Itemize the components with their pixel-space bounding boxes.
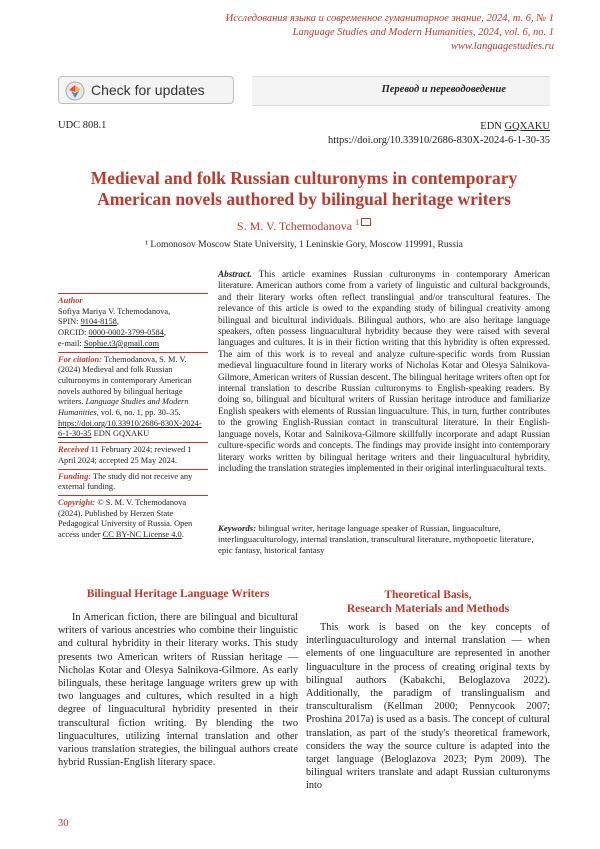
left-paragraph: In American fiction, there are bilingual and bicultural writers of various ancestries who combine their linguistic and cultural hybridity in their literary works. This study presents two American writers of Russian heritage — Nicholas Kotar and Olesya Salnikova-Gilmore. As early bilinguals, these heritage language writers grew up with two languages and cultures, which resulted in a high degree of linguacultural hybridity presented in their transcultural fiction writing. By blending the two linguacultures, utilizing internal translation and other various translation strategies, the bilingual authors create hybrid Russian-English literary space. (58, 612, 298, 769)
copyright-heading: Copyright: (58, 497, 96, 507)
email-link[interactable]: Sophie.t3@gmail.com (83, 338, 159, 348)
right-column (306, 621, 550, 793)
edn-block (328, 120, 550, 148)
section-heading-left: Bilingual Heritage Language Writers (86, 588, 270, 600)
spin-link[interactable]: 9104-8158 (80, 317, 117, 327)
title-line-1: Medieval and folk Russian culturonyms in contemporary (90, 168, 518, 188)
article-info-sidebar (58, 293, 208, 543)
copyright-info (58, 495, 208, 541)
license-end: . (181, 530, 184, 540)
keywords-heading: Keywords: (218, 523, 257, 533)
section-label: Перевод и переводоведение (381, 84, 506, 95)
received-text: 11 February 2024; reviewed 1 April 2024; accepted 25 May 2024. (58, 445, 192, 465)
funding-text: The study did not receive any external funding. (58, 471, 193, 492)
citation-journal: Language Studies and Modern Humanities (58, 397, 189, 418)
journal-header (226, 12, 554, 54)
received-info (58, 442, 208, 466)
right-heading-line-1: Theoretical Basis, (384, 589, 472, 601)
section-tag (252, 76, 550, 106)
check-for-updates-label: Check for updates (91, 82, 205, 98)
author-line (58, 218, 550, 234)
edn-label: EDN (480, 121, 505, 132)
email-label: e-mail: (58, 338, 84, 348)
abstract-text: This article examines Russian culturonyms in contemporary American literature. American authors come from a variety of linguistic and cultural backgrounds, and their literary works often reflect translingual and/or transcultural features. The relevance of this article is owed to the expanding study of bilingual creativity among bilingual and bicultural individuals. Bilingual authors, who are also heritage language speakers, often possess linguacultural hybridity because they were raised with several languages and cultures. It is in their fiction writing that this hybridity is often expressed. The aim of this work is to reveal and analyze culture-specific words from Russian medieval linguaculture found in literary works of Nicholas Kotar and Olesya Salnikova-Gilmore, American writers of Russian descent. The bilingual heritage writers often opt for internal translation to describe Russian culturonyms to English-speaking readers. By doing so, bilingual and bicultural writers of Russian heritage introduce and familiarize English speakers with elements of Russian linguaculture. This, in turn, further contributes to the growing English-Russian contact in transcultural literature. In their English-language novels, Kotar and Salnikova-Gilmore skillfully incorporate and adapt Russian culture-specific words and concepts. The findings may provide insight into contemporary literary works written by bilingual heritage writers and their linguacultural hybridity, including the translation strategies implemented in their original interlinguacultural texts. (218, 269, 550, 473)
journal-line-en: Language Studies and Modern Humanities, 2024, vol. 6, no. 1 (292, 27, 554, 38)
orcid-label: ORCID: (58, 328, 89, 338)
citation-heading: For citation: (58, 354, 102, 364)
copyright-text: © S. M. V. Tchemodanova (2024). Published by Herzen State Pedagogical University of Russia. Open access under (58, 497, 193, 540)
funding-heading: Funding: (58, 471, 92, 481)
author-fullname: Sofiya Mariya V. Tchemodanova, (58, 306, 171, 316)
crossmark-icon (65, 81, 85, 101)
affiliation: ¹ Lomonosov Moscow State University, 1 Leninskie Gory, Moscow 119991, Russia (145, 240, 463, 250)
received-heading: Received (58, 445, 89, 455)
edn-link[interactable]: GQXAKU (504, 121, 550, 132)
right-paragraph: This work is based on the key concepts of interlinguaculturology and internal translation — when elements of one linguaculture are represented in another linguaculture in the process of creating original texts by bilingual authors (Kabakchi, Beloglazova 2022). Additionally, the paradigm of translingualism and transculturalism (Kellman 2000; Pennycook 2007; Proshina 2017a) is used as a basis. The concept of cultural translation, as part of the study's theoretical framework, considers the way the source culture is adapted into the target language (Beloglazova 2023; Pym 2009). The bilingual writers translate and adapt Russian culturonyms into (306, 622, 550, 792)
funding-info (58, 469, 208, 493)
citation-info (58, 352, 208, 441)
keywords (218, 523, 550, 556)
keywords-text: bilingual writer, heritage language speaker of Russian, linguaculture, interlinguaculturology, internal translation, transcultural literature, mythopoetic literature, epic fantasy, historical fantasy (218, 523, 534, 555)
doi-link[interactable]: https://doi.org/10.33910/2686-830X-2024-6-1-30-35 (327, 135, 550, 146)
journal-website[interactable]: www.languagestudies.ru (450, 41, 554, 52)
abstract-heading: Abstract. (218, 269, 252, 279)
check-for-updates-button[interactable] (58, 76, 234, 104)
citation-edn: EDN GQXAKU (91, 429, 150, 439)
right-heading-line-2: Research Materials and Methods (346, 603, 510, 615)
title-line-2: American novels authored by bilingual heritage writers (97, 189, 511, 209)
author-name: S. M. V. Tchemodanova (236, 219, 356, 233)
author-info: Author Sofiya Mariya V. Tchemodanova, SPIN: 9104-8158, ORCID: 0000-0002-3799-0584, e-mail: Sophie.t3@gmail.com (58, 293, 208, 350)
article-title (58, 168, 550, 210)
citation-pages: , vol. 6, no. 1, pp. 30–35. (96, 408, 181, 418)
page-number: 30 (58, 818, 69, 829)
spin-label: SPIN: (58, 317, 81, 327)
mail-icon[interactable] (361, 218, 371, 226)
journal-line-ru: Исследования языка и современное гуманитарное знание, 2024, т. 6, № 1 (225, 13, 554, 24)
abstract (218, 269, 550, 474)
section-heading-right (306, 588, 550, 616)
author-sup: 1 (355, 218, 360, 227)
left-column (58, 611, 298, 769)
udc: UDC 808.1 (58, 120, 107, 131)
citation-text: Tchemodanova, S. M. V. (2024) Medieval and folk Russian culturonyms in contemporary American novels authored by bilingual heritage writers. (58, 354, 192, 407)
author-heading: Author (58, 296, 83, 305)
citation-doi-link[interactable]: https://doi.org/10.33910/2686-830X-2024-6-1-30-35 (58, 418, 202, 439)
orcid-link[interactable]: 0000-0002-3799-0584 (88, 328, 164, 338)
license-link[interactable]: CC BY-NC License 4.0 (102, 530, 182, 540)
